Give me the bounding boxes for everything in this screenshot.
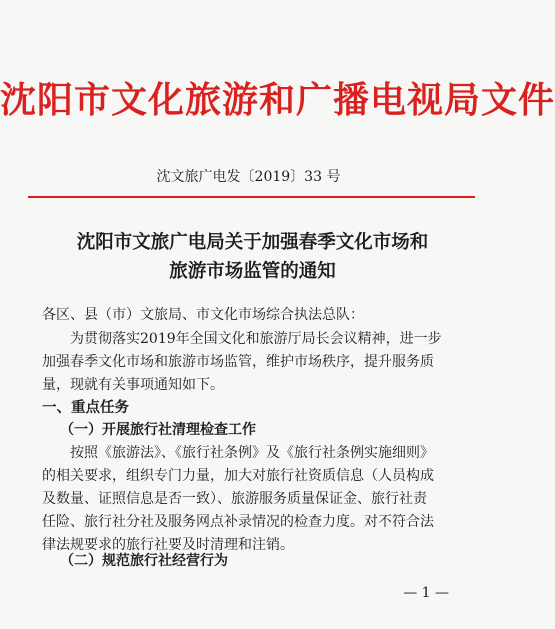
document-number: 沈文旅广电发〔2019〕33 号 (156, 169, 341, 185)
issuer-red-header: 沈阳市文化旅游和广播电视局文件 (0, 79, 555, 121)
paragraph-line: 加强春季文化市场和旅游市场监管，维护市场秩序，提升服务质 (42, 354, 434, 370)
paragraph-line: 律法规要求的旅行社要及时清理和注销。 (42, 537, 294, 553)
paragraph-line: 及数量、证照信息是否一致）、旅游服务质量保证金、旅行社责 (42, 491, 427, 507)
notice-title-line-2: 旅游市场监管的通知 (169, 261, 336, 282)
page-number: — 1 — (403, 585, 449, 601)
paragraph-line: 为贯彻落实2019年全国文化和旅游厅局长会议精神，进一步 (70, 331, 442, 347)
notice-title (18, 228, 487, 286)
section-heading-key-tasks: 一、重点任务 (42, 399, 129, 416)
paragraph-line: 任险、旅行社分社及服务网点补录情况的检查力度。对不符合法 (42, 514, 434, 530)
red-divider-rule (28, 196, 475, 198)
notice-title-line-1: 沈阳市文旅广电局关于加强春季文化市场和 (76, 232, 429, 253)
subsection-1-paragraph (42, 442, 471, 557)
subsection-heading-1: （一）开展旅行社清理检查工作 (60, 422, 256, 438)
paragraph-line: 按照《旅游法》、《旅行社条例》及《旅行社条例实施细则》 (70, 445, 434, 461)
paragraph-line: 的相关要求，组织专门力量，加大对旅行社资质信息（人员构成 (42, 468, 434, 484)
salutation: 各区、县（市）文旅局、市文化市场综合执法总队： (42, 307, 364, 323)
paragraph-line: 量，现就有关事项通知如下。 (42, 377, 224, 393)
intro-paragraph (42, 328, 471, 397)
subsection-heading-2: （二）规范旅行社经营行为 (60, 553, 228, 569)
